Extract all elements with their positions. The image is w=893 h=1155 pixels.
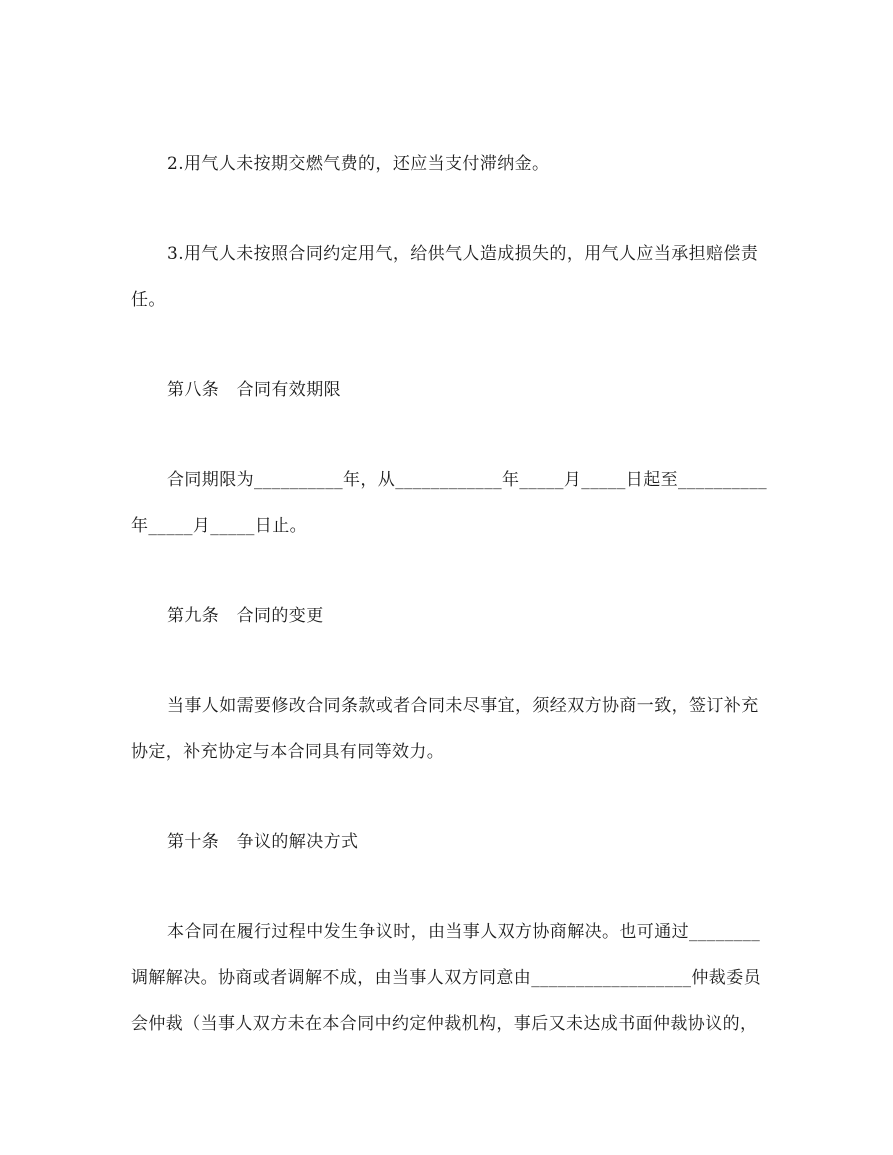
article-9-heading: 第九条 合同的变更 xyxy=(167,606,324,626)
article-8-term: 合同期限为__________年，从____________年_____月_____日起至__________ xyxy=(167,470,767,490)
clause-7-item-3-cont: 任。 xyxy=(131,290,166,310)
clause-7-item-2: 2.用气人未按期交燃气费的，还应当支付滞纳金。 xyxy=(167,154,550,174)
article-8-heading: 第八条 合同有效期限 xyxy=(167,380,341,400)
article-10-heading: 第十条 争议的解决方式 xyxy=(167,832,359,852)
article-9-text: 当事人如需要修改合同条款或者合同未尽事宜，须经双方协商一致，签订补充 xyxy=(167,696,759,716)
article-10-text: 本合同在履行过程中发生争议时，由当事人双方协商解决。也可通过________ xyxy=(167,922,761,942)
article-8-term-cont: 年_____月_____日止。 xyxy=(131,516,307,536)
article-10-text-cont-1: 调解解决。协商或者调解不成，由当事人双方同意由__________________仲裁委员 xyxy=(131,968,761,988)
clause-7-item-3: 3.用气人未按照合同约定用气，给供气人造成损失的，用气人应当承担赔偿责 xyxy=(167,244,759,264)
article-9-text-cont: 协定，补充协定与本合同具有同等效力。 xyxy=(131,742,445,762)
article-10-text-cont-2: 会仲裁（当事人双方未在本合同中约定仲裁机构，事后又未达成书面仲裁协议的， xyxy=(131,1014,758,1034)
